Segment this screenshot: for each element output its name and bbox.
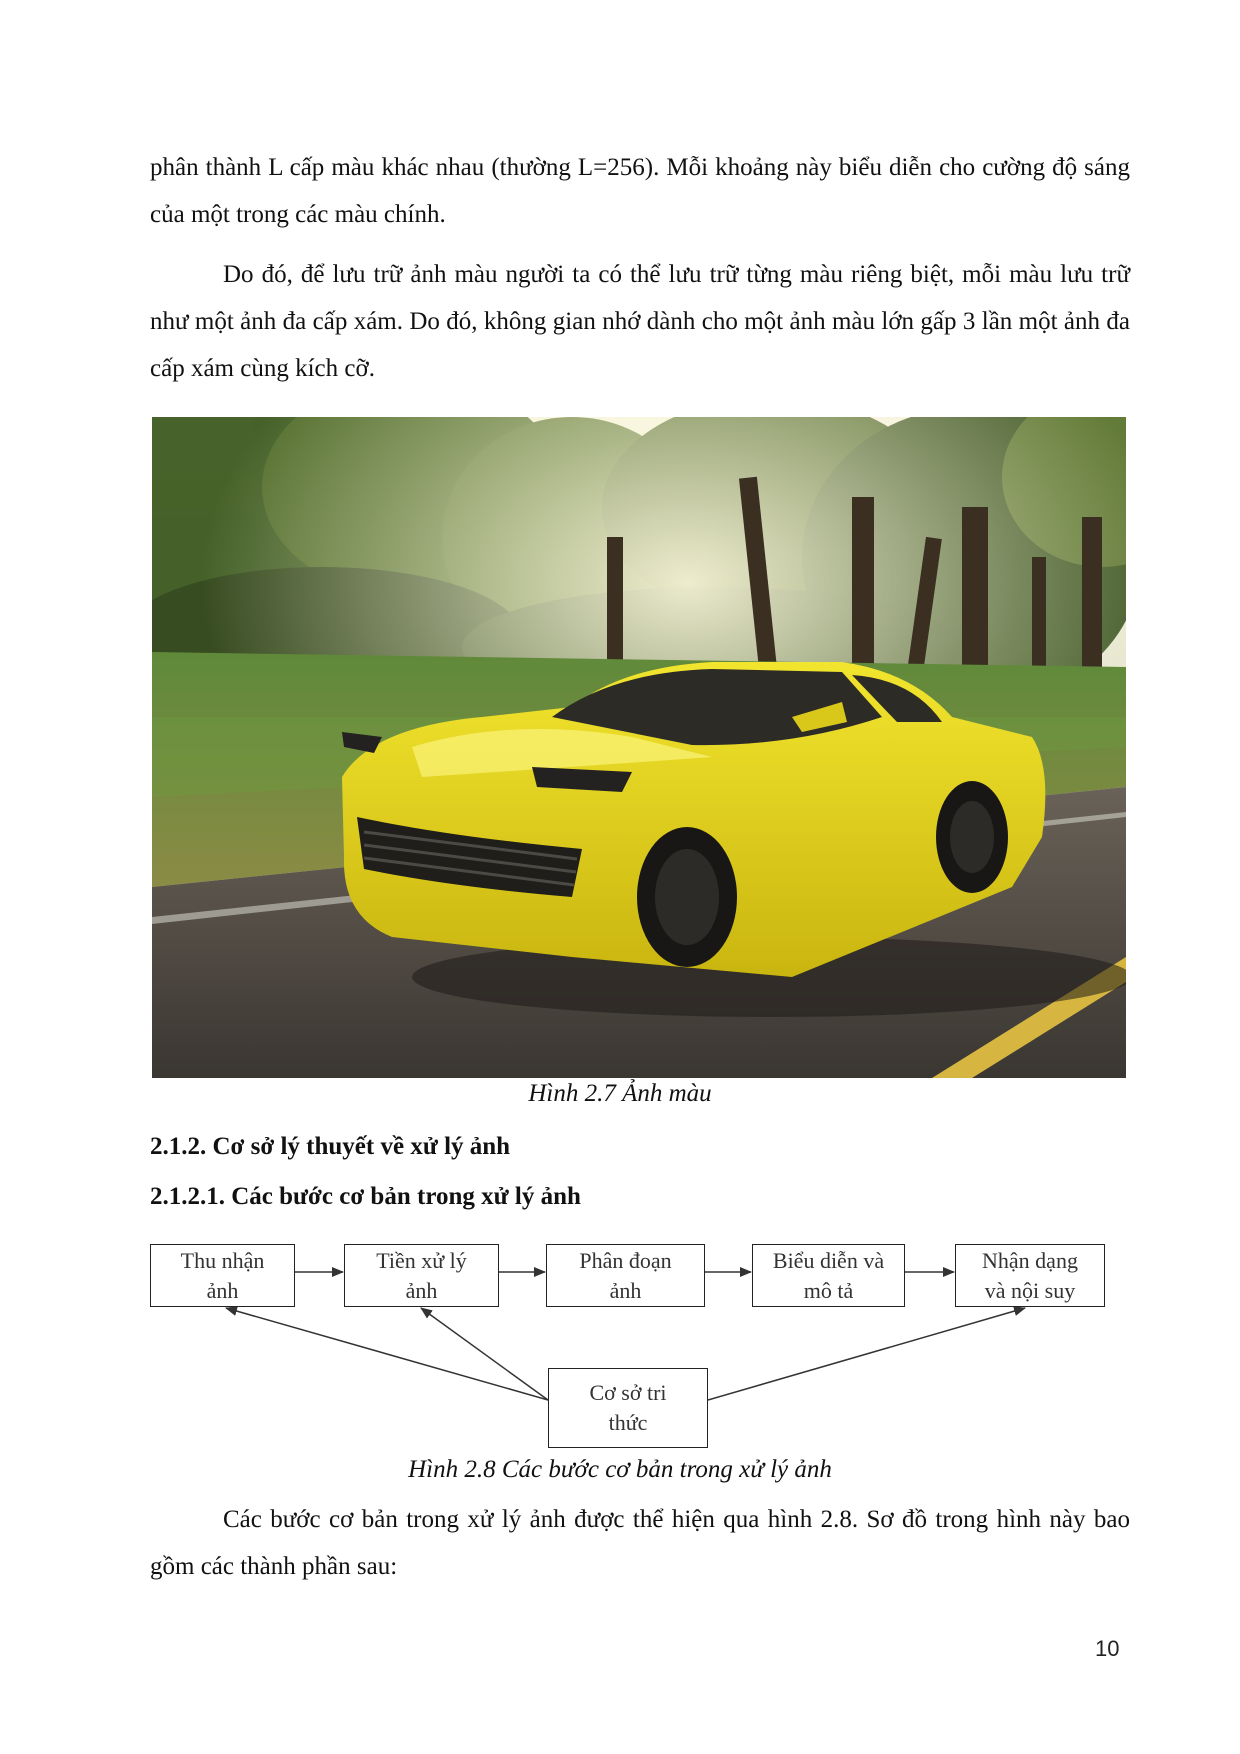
processing-steps-diagram xyxy=(140,1240,1140,1460)
paragraph-color-levels: phân thành L cấp màu khác nhau (thường L=256). Mỗi khoảng này biểu diễn cho cường độ sáng của một trong các màu chính. xyxy=(150,154,1130,228)
yellow-sports-car-photo-icon xyxy=(152,417,1126,1078)
box-label: Phân đoạn xyxy=(579,1247,672,1273)
diagram-box-recognition xyxy=(955,1244,1105,1307)
box-label: ảnh xyxy=(405,1277,438,1303)
diagram-box-knowledge-base xyxy=(548,1368,708,1448)
section-heading-2-1-2-1: 2.1.2.1. Các bước cơ bản trong xử lý ảnh xyxy=(150,1183,581,1210)
figure-2-7-caption: Hình 2.7 Ảnh màu xyxy=(528,1080,712,1107)
diagram-box-acquisition xyxy=(150,1244,295,1307)
box-label: Biểu diễn và xyxy=(772,1247,885,1273)
diagram-box-segmentation xyxy=(546,1244,705,1307)
box-label: mô tả xyxy=(803,1277,854,1303)
page-number: 10 xyxy=(1095,1636,1120,1661)
arrow-knowledge-to-1 xyxy=(226,1308,548,1400)
box-label: thức xyxy=(608,1410,648,1435)
box-label: Nhận dạng xyxy=(982,1247,1078,1273)
diagram-box-representation xyxy=(752,1244,905,1307)
paragraph-color-storage: Do đó, để lưu trữ ảnh màu người ta có thể lưu trữ từng màu riêng biệt, mỗi màu lưu trữ như một ảnh đa cấp xám. Do đó, không gian nhớ dành cho một ảnh màu lớn gấp 3 lần một ảnh đa cấp xám cùng kích cỡ. xyxy=(150,261,1130,382)
car-photo xyxy=(152,417,1126,1078)
arrow-knowledge-to-5 xyxy=(708,1308,1025,1400)
box-label: Thu nhận xyxy=(180,1247,265,1273)
section-heading-2-1-2: 2.1.2. Cơ sở lý thuyết về xử lý ảnh xyxy=(150,1133,511,1160)
box-label: ảnh xyxy=(206,1277,239,1303)
diagram-box-preprocessing xyxy=(344,1244,499,1307)
figure-2-8-caption: Hình 2.8 Các bước cơ bản trong xử lý ảnh xyxy=(408,1456,832,1483)
arrow-knowledge-to-2 xyxy=(421,1308,548,1400)
box-label: ảnh xyxy=(609,1277,642,1303)
box-label: và nội suy xyxy=(984,1277,1076,1303)
box-label: Cơ sở tri xyxy=(589,1380,667,1405)
box-label: Tiền xử lý xyxy=(376,1247,467,1273)
paragraph-diagram-intro: Các bước cơ bản trong xử lý ảnh được thể hiện qua hình 2.8. Sơ đồ trong hình này bao gồm các thành phần sau: xyxy=(150,1506,1130,1580)
